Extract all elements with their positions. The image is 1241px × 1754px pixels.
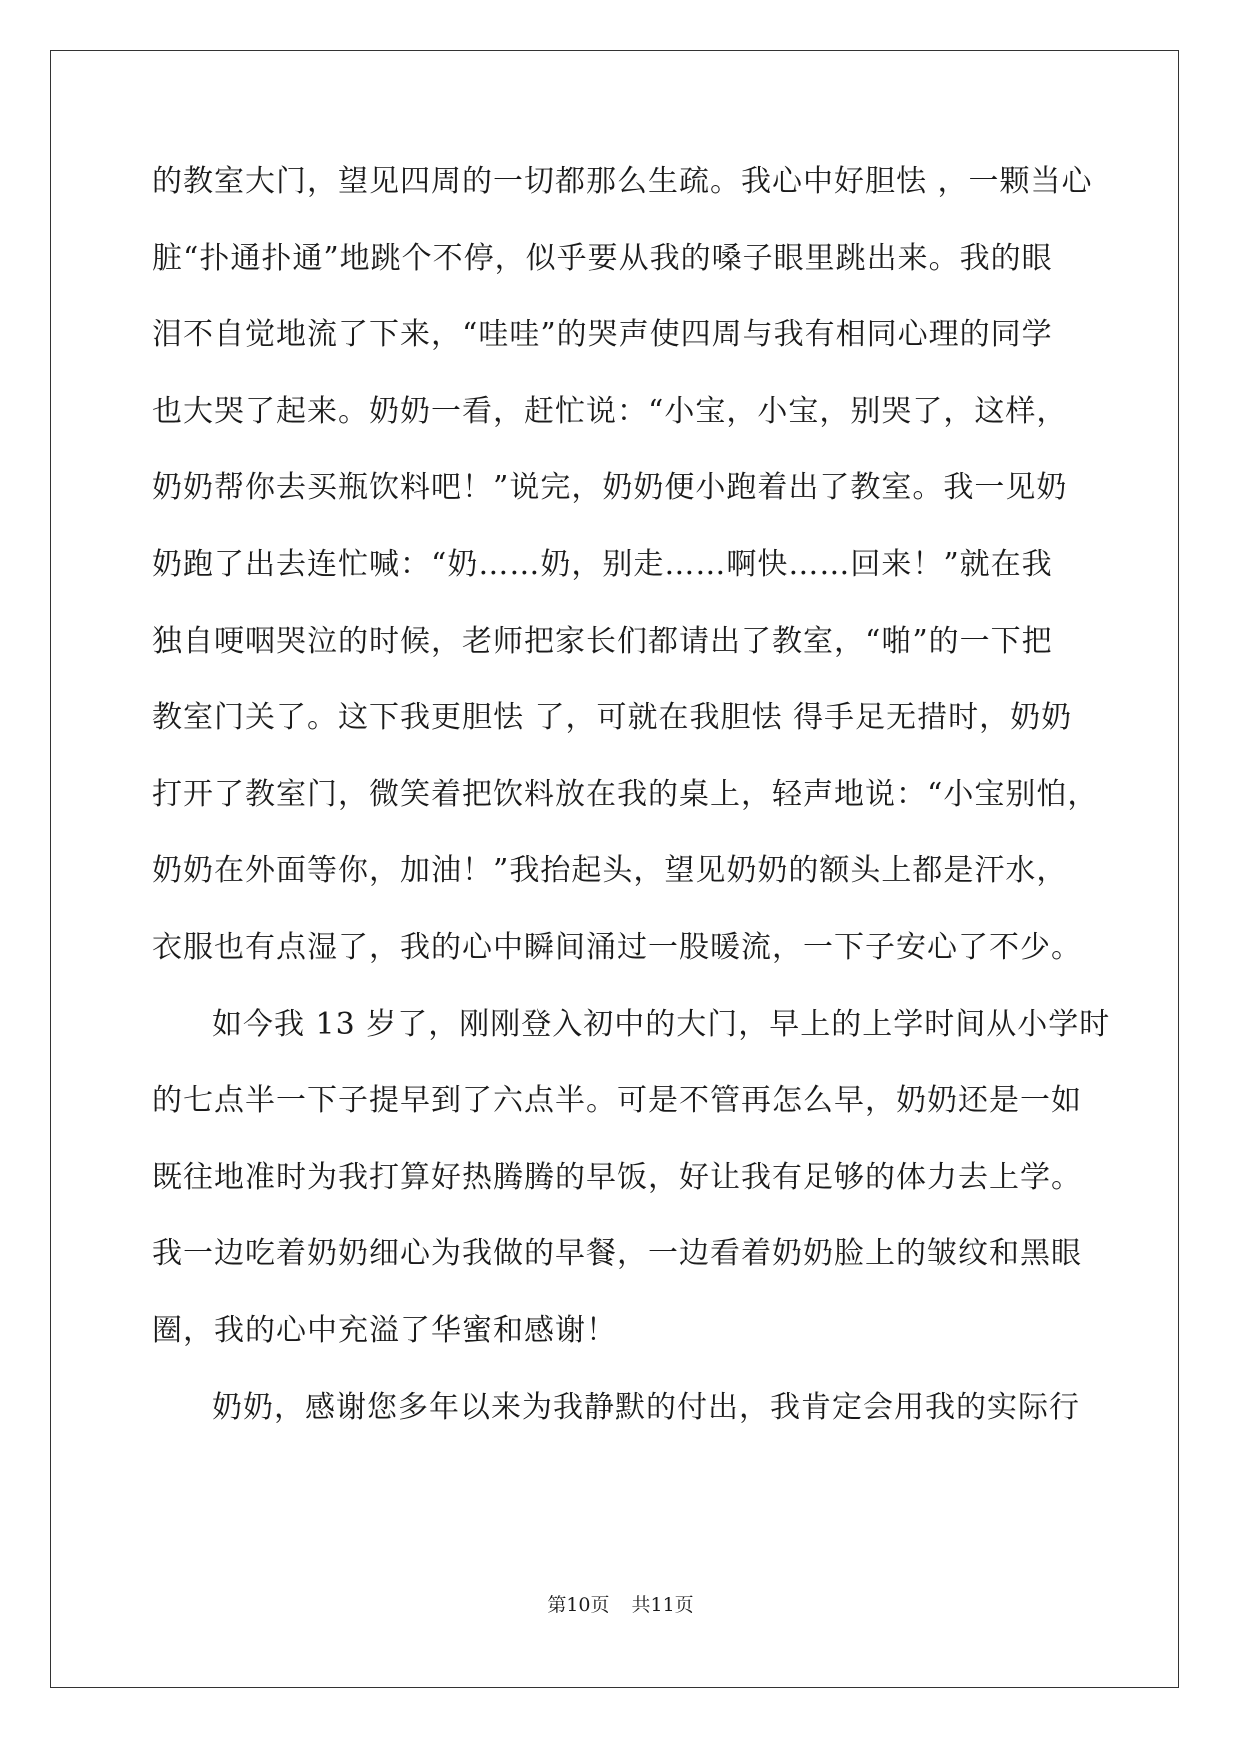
text-line: 既往地准时为我打算好热腾腾的早饭，好让我有足够的体力去上学。 [152, 1159, 1082, 1195]
body-text [152, 154, 1111, 1456]
page-number-total: 共11页 [631, 1594, 694, 1616]
page-footer [0, 1590, 1241, 1620]
text-line: 教室门关了。这下我更胆怯 了，可就在我胆怯 得手足无措时，奶奶 [152, 700, 1073, 736]
text-line: 奶奶帮你去买瓶饮料吧！”说完，奶奶便小跑着出了教室。我一见奶 [152, 470, 1068, 506]
text-line: 的教室大门，望见四周的一切都那么生疏。我心中好胆怯 ，一颗当心 [152, 164, 1093, 199]
text-line: 的七点半一下子提早到了六点半。可是不管再怎么早，奶奶还是一如 [152, 1083, 1082, 1119]
text-line: 打开了教室门，微笑着把饮料放在我的桌上，轻声地说：“小宝别怕， [152, 776, 1099, 812]
text-line: 奶奶在外面等你，加油！”我抬起头，望见奶奶的额头上都是汗水， [152, 853, 1068, 889]
text-line: 圈，我的心中充溢了华蜜和感谢！ [152, 1312, 617, 1348]
text-line: 奶跑了出去连忙喊：“奶……奶，别走……啊快……回来！”就在我 [152, 546, 1053, 582]
page-number-current: 第10页 [547, 1594, 610, 1616]
paragraph-start-line: 如今我 13 岁了，刚刚登入初中的大门，早上的上学时间从小学时 [212, 1006, 1111, 1042]
text-line: 脏“扑通扑通”地跳个不停，似乎要从我的嗓子眼里跳出来。我的眼 [152, 240, 1053, 276]
text-line: 也大哭了起来。奶奶一看，赶忙说：“小宝，小宝，别哭了，这样， [152, 393, 1068, 429]
text-line: 泪不自觉地流了下来，“哇哇”的哭声使四周与我有相同心理的同学 [152, 317, 1053, 353]
text-line: 我一边吃着奶奶细心为我做的早餐，一边看着奶奶脸上的皱纹和黑眼 [152, 1236, 1082, 1272]
text-line: 衣服也有点湿了，我的心中瞬间涌过一股暖流，一下子安心了不少。 [152, 929, 1082, 965]
text-line: 独自哽咽哭泣的时候，老师把家长们都请出了教室，“啪”的一下把 [152, 623, 1053, 659]
paragraph-start-line: 奶奶，感谢您多年以来为我静默的付出，我肯定会用我的实际行 [212, 1389, 1080, 1425]
